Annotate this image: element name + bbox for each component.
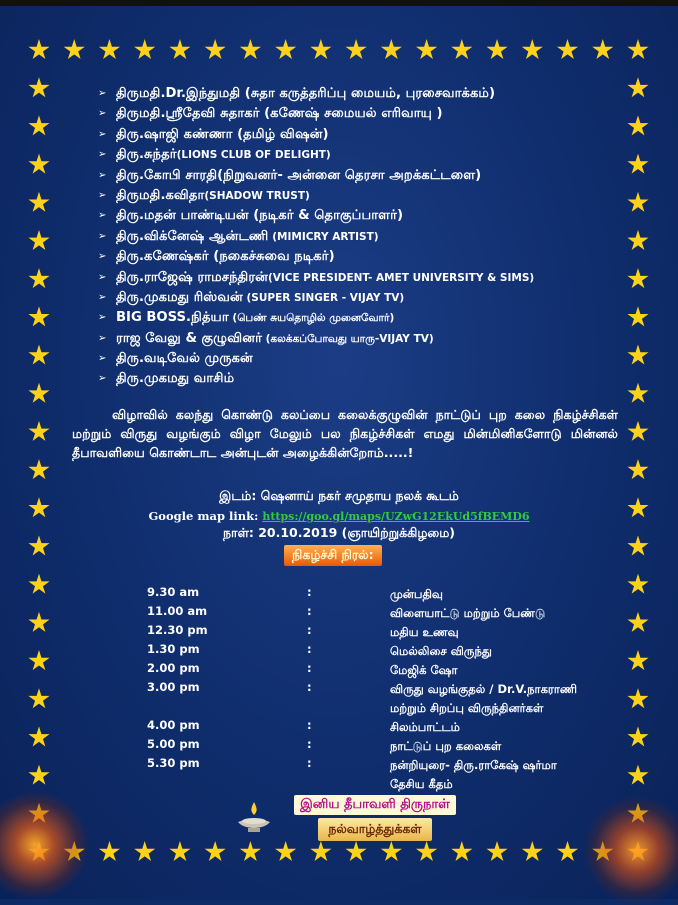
schedule-separator: : <box>307 604 312 618</box>
guest-detail: (MIMICRY ARTIST) <box>268 230 379 243</box>
guest-name: திரு.கணேஷ்கர் (நகைச்சுவை நடிகர்) <box>116 249 335 265</box>
guest-name: திரு.முகமது ரிஸ்வன் <box>116 289 243 305</box>
guest-detail: (LIONS CLUB OF DELIGHT) <box>176 149 331 162</box>
schedule-time: 9.30 am <box>147 585 200 599</box>
guest-name: திருமதி.Dr.இந்துமதி (சுதா கருத்தரிப்பு மையம், புரசைவாக்கம்) <box>116 86 496 101</box>
schedule-separator: : <box>307 756 312 770</box>
star-icon <box>28 421 50 443</box>
star-icon <box>28 345 50 367</box>
star-icon <box>204 39 226 61</box>
star-icon <box>28 192 50 214</box>
greeting-banner <box>288 793 462 841</box>
schedule-event: முன்பதிவு <box>390 587 443 601</box>
schedule-time: 11.00 am <box>147 604 208 618</box>
star-icon <box>28 154 50 176</box>
star-icon <box>627 688 649 710</box>
greeting-line-2: நல்வாழ்த்துக்கள் <box>318 818 431 841</box>
star-icon <box>28 612 50 634</box>
top-bar <box>0 0 678 6</box>
star-icon <box>169 841 191 863</box>
map-link[interactable]: https://goo.gl/maps/UZwG12EkUd5fBEMD6 <box>262 510 530 523</box>
arrow-bullet-icon: ➢ <box>98 312 107 324</box>
guest-name: BIG BOSS.நித்யா <box>116 310 229 326</box>
star-icon <box>239 841 261 863</box>
star-icon <box>627 612 649 634</box>
schedule-event: நன்றியுரை- திரு.ராகேஷ் ஷர்மா <box>390 758 557 772</box>
star-icon <box>28 574 50 596</box>
star-icon <box>169 39 191 61</box>
guest-item <box>98 369 618 389</box>
star-icon <box>239 39 261 61</box>
star-icon <box>345 39 367 61</box>
arrow-bullet-icon: ➢ <box>98 108 107 120</box>
star-icon <box>28 650 50 672</box>
guest-name: திரு.மதன் பாண்டியன் (நடிகர் & தொகுப்பாளர்) <box>116 208 403 224</box>
star-icon <box>627 726 649 748</box>
schedule-time: 1.30 pm <box>147 642 200 656</box>
guest-item <box>98 166 618 186</box>
schedule-time: 4.00 pm <box>147 718 200 732</box>
star-icon <box>380 39 402 61</box>
star-icon <box>310 39 332 61</box>
guest-detail: (SHADOW TRUST) <box>204 189 310 202</box>
schedule-event: மெல்லிசை விருந்து <box>390 644 492 658</box>
guest-item <box>98 206 618 226</box>
arrow-bullet-icon: ➢ <box>98 189 107 201</box>
schedule-event-line-2: மற்றும் சிறப்பு விருந்தினர்கள் <box>390 701 544 715</box>
star-icon <box>98 39 120 61</box>
star-icon <box>627 421 649 443</box>
schedule-event: விருது வழங்குதல் / Dr.V.நாகராணி <box>390 682 577 696</box>
arrow-bullet-icon: ➢ <box>98 291 107 303</box>
schedule-event-line-2: தேசிய கீதம் <box>390 777 453 791</box>
star-icon <box>28 306 50 328</box>
schedule-separator: : <box>307 718 312 732</box>
star-icon <box>451 39 473 61</box>
schedule-separator: : <box>307 661 312 675</box>
guest-item <box>98 349 618 369</box>
arrow-bullet-icon: ➢ <box>98 210 107 222</box>
arrow-bullet-icon: ➢ <box>98 149 107 161</box>
star-icon <box>486 39 508 61</box>
star-icon <box>451 841 473 863</box>
star-icon <box>28 383 50 405</box>
diya-lamp-icon <box>234 800 274 834</box>
star-icon <box>627 154 649 176</box>
star-icon <box>627 459 649 481</box>
star-icon <box>557 841 579 863</box>
star-icon <box>28 688 50 710</box>
star-icon <box>521 841 543 863</box>
guest-item <box>98 104 618 124</box>
schedule-time: 2.00 pm <box>147 661 200 675</box>
greeting-line-1: இனிய தீபாவளி திருநாள் <box>294 795 456 815</box>
star-icon <box>28 459 50 481</box>
schedule-event: சிலம்பாட்டம் <box>390 720 460 734</box>
firework-right <box>582 795 678 905</box>
guest-item <box>98 145 618 165</box>
star-icon <box>627 650 649 672</box>
star-icon <box>627 345 649 367</box>
schedule-title: நிகழ்ச்சி நிரல்: <box>284 545 382 566</box>
arrow-bullet-icon: ➢ <box>98 230 107 242</box>
arrow-bullet-icon: ➢ <box>98 88 107 99</box>
guest-name: திருமதி.கவிதா <box>116 187 205 203</box>
guest-item <box>98 186 618 206</box>
star-icon <box>98 841 120 863</box>
star-icon <box>275 39 297 61</box>
star-icon <box>627 77 649 99</box>
schedule-separator: : <box>307 585 312 599</box>
star-icon <box>28 39 50 61</box>
arrow-bullet-icon: ➢ <box>98 373 107 385</box>
map-label: Google map link: <box>148 509 263 523</box>
schedule-time: 5.30 pm <box>147 756 200 770</box>
guest-item <box>98 247 618 267</box>
guest-name: திரு.வடிவேல் முருகன் <box>116 351 253 367</box>
firework-left <box>0 790 90 900</box>
arrow-bullet-icon: ➢ <box>98 169 107 181</box>
star-icon <box>345 841 367 863</box>
schedule-separator: : <box>307 737 312 751</box>
arrow-bullet-icon: ➢ <box>98 353 107 365</box>
guest-name: திரு.விக்னேஷ் ஆன்டணி <box>116 228 269 244</box>
star-icon <box>627 383 649 405</box>
guest-name: திரு.முகமது வாசிம் <box>116 371 235 387</box>
guest-detail: (கலக்கப்போவது யாரு-VIJAY TV) <box>261 332 434 345</box>
star-icon <box>28 230 50 252</box>
guest-item <box>98 288 618 308</box>
guest-item <box>98 308 618 328</box>
guest-name: திரு.ராஜேஷ் ராமசந்திரன் <box>116 269 268 285</box>
star-icon <box>63 39 85 61</box>
schedule-time: 5.00 pm <box>147 737 200 751</box>
schedule-event: மதிய உணவு <box>390 625 459 639</box>
star-icon <box>134 39 156 61</box>
invitation-text: விழாவில் கலந்து கொண்டு கலப்பை கலைக்குழுவின் நாட்டுப் புற கலை நிகழ்ச்சிகள் மற்றும் விருது வழங்கும் விழா மேலும் பல நிகழ்ச்சிகள் எமது மின்மினிகளோடு மின்னல் தீபாவளியை கொண்டாட அன்புடன் அழைக்கின்றோம்.....! <box>72 407 618 460</box>
star-icon <box>310 841 332 863</box>
star-icon <box>627 115 649 137</box>
schedule-event: மேஜிக் ஷோ <box>390 663 458 677</box>
arrow-bullet-icon: ➢ <box>98 251 107 263</box>
schedule-time: 12.30 pm <box>147 623 208 637</box>
guest-item <box>98 329 618 349</box>
star-icon <box>627 574 649 596</box>
star-icon <box>521 39 543 61</box>
venue-line: இடம்: ஷெனாய் நகர் சமுதாய நலக் கூடம் <box>219 488 459 503</box>
schedule-event: நாட்டுப் புற கலைகள் <box>390 739 502 753</box>
star-icon <box>28 115 50 137</box>
star-icon <box>275 841 297 863</box>
guest-item <box>98 227 618 247</box>
star-icon <box>627 39 649 61</box>
arrow-bullet-icon: ➢ <box>98 271 107 283</box>
schedule-separator: : <box>307 623 312 637</box>
star-icon <box>592 39 614 61</box>
arrow-bullet-icon: ➢ <box>98 128 107 140</box>
arrow-bullet-icon: ➢ <box>98 332 107 344</box>
guest-detail: (VICE PRESIDENT- AMET UNIVERSITY & SIMS) <box>267 271 535 284</box>
star-icon <box>486 841 508 863</box>
star-icon <box>204 841 226 863</box>
guest-name: திரு.ஷாஜி கண்ணா (தமிழ் விஷன்) <box>116 126 329 142</box>
schedule-separator: : <box>307 680 312 694</box>
schedule-separator: : <box>307 642 312 656</box>
star-icon <box>627 268 649 290</box>
star-icon <box>134 841 156 863</box>
guest-item <box>98 268 618 288</box>
guest-name: திரு.சுந்தர் <box>116 147 177 163</box>
guest-detail: (பெண் சுயதொழில் முனைவோர்) <box>228 312 395 325</box>
star-icon <box>28 77 50 99</box>
guest-name: திரு.கோபி சாரதி(நிறுவனர்- அன்னை தெரசா அறக்கட்டளை) <box>116 167 482 183</box>
map-line <box>0 508 678 523</box>
schedule-event: விளையாட்டு மற்றும் பேண்டு <box>390 606 546 620</box>
schedule-time: 3.00 pm <box>147 680 200 694</box>
guest-name: ராஜ வேலு & குழுவினர் <box>116 330 262 346</box>
star-icon <box>28 765 50 787</box>
star-icon <box>627 192 649 214</box>
star-icon <box>627 230 649 252</box>
guest-detail: (SUPER SINGER - VIJAY TV) <box>242 291 405 304</box>
star-icon <box>416 39 438 61</box>
guest-name: திருமதி.ஸ்ரீதேவி சுதாகர் (கணேஷ் சமையல் எரிவாயு ) <box>116 106 443 122</box>
guest-item <box>98 84 618 104</box>
star-icon <box>380 841 402 863</box>
star-icon <box>28 268 50 290</box>
star-icon <box>627 765 649 787</box>
star-icon <box>557 39 579 61</box>
date-line: நாள்: 20.10.2019 (ஞாயிற்றுக்கிழமை) <box>223 525 455 540</box>
star-icon <box>416 841 438 863</box>
guest-list <box>98 84 618 390</box>
guest-item <box>98 125 618 145</box>
star-icon <box>28 726 50 748</box>
star-icon <box>627 306 649 328</box>
